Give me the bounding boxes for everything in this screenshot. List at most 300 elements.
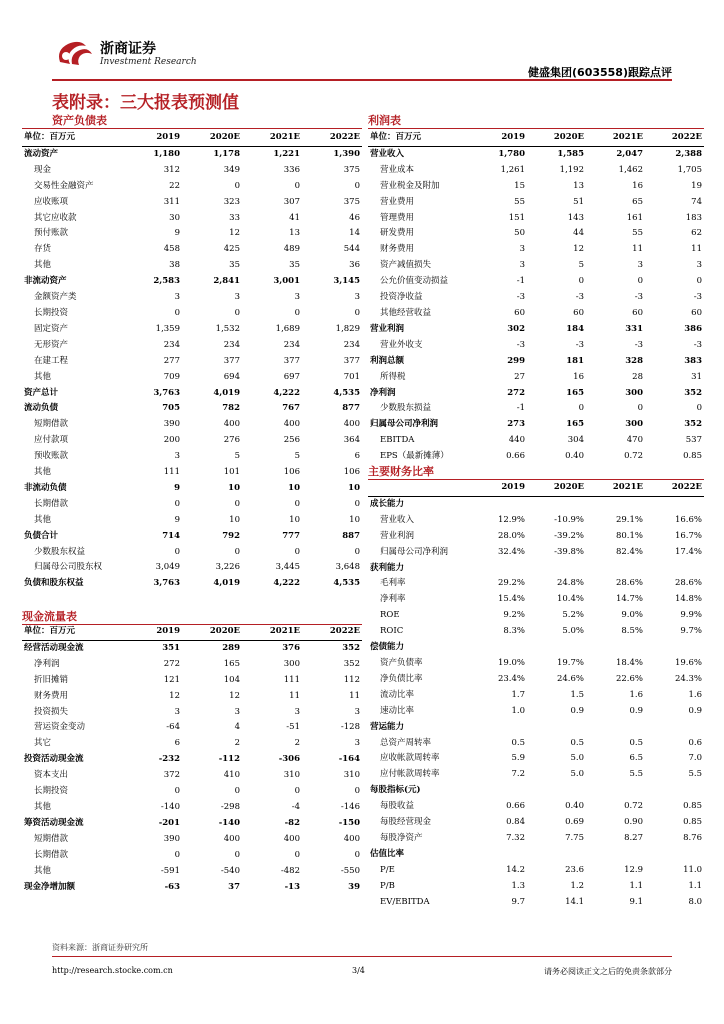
row-label: 在建工程 xyxy=(34,355,69,366)
row-label: 归属母公司净利润 xyxy=(370,419,439,430)
table-row xyxy=(368,624,704,640)
row-value: 28.0% xyxy=(497,530,525,541)
row-value: 1.6 xyxy=(688,689,702,700)
row-value: 111 xyxy=(163,467,180,478)
row-value: 3,445 xyxy=(275,562,300,573)
row-label: 净利润 xyxy=(370,387,396,398)
row-value: 11.0 xyxy=(683,864,702,875)
row-value: 4,019 xyxy=(213,387,240,398)
row-value: 151 xyxy=(508,212,525,223)
row-value: 782 xyxy=(222,403,240,414)
row-value: 0 xyxy=(354,849,360,860)
header-unit-cell xyxy=(368,480,468,496)
row-value: -128 xyxy=(340,722,360,733)
table-row xyxy=(22,274,362,290)
row-value: 377 xyxy=(283,355,300,366)
row-value: 310 xyxy=(343,770,360,781)
row-value: 377 xyxy=(223,355,240,366)
table-row xyxy=(368,433,704,449)
row-value: 10 xyxy=(229,514,240,525)
row-value: 106 xyxy=(283,467,300,478)
row-value: 0 xyxy=(234,849,240,860)
row-label: 其他 xyxy=(34,865,52,876)
row-value: 0 xyxy=(174,307,180,318)
header-year-cell: 2022E xyxy=(329,626,360,636)
row-value: 31 xyxy=(691,371,702,382)
row-value: 5.9 xyxy=(511,753,525,764)
row-value: 11 xyxy=(349,690,360,701)
row-value: 32.4% xyxy=(497,546,525,557)
row-value: 60 xyxy=(514,307,525,318)
row-value: 2 xyxy=(234,738,240,749)
row-label: 其它应收款 xyxy=(34,212,77,223)
row-label: 利润总额 xyxy=(370,355,405,366)
row-value: 16 xyxy=(632,180,643,191)
row-value: 351 xyxy=(162,642,180,653)
row-value: 161 xyxy=(626,212,643,223)
table-row xyxy=(22,560,362,576)
row-value: 1,780 xyxy=(498,148,525,159)
row-value: 1.6 xyxy=(629,689,643,700)
row-value xyxy=(645,783,704,799)
row-value: 3,145 xyxy=(333,276,360,287)
row-value: -112 xyxy=(218,754,240,765)
row-value: 0.69 xyxy=(565,817,584,828)
header-year-cell: 2020E xyxy=(209,132,240,142)
row-label: 归属母公司股东权 xyxy=(34,562,103,573)
table-row xyxy=(22,163,362,179)
table-row xyxy=(368,338,704,354)
row-value: 24.8% xyxy=(556,578,584,589)
row-value: 0 xyxy=(696,403,702,414)
row-value: 1,585 xyxy=(557,148,584,159)
row-value: 0.40 xyxy=(565,801,584,812)
row-value: 3 xyxy=(354,706,360,717)
table-row xyxy=(22,290,362,306)
table-row xyxy=(22,242,362,258)
row-value: -64 xyxy=(166,722,180,733)
row-value: 0 xyxy=(578,403,584,414)
row-value: -3 xyxy=(516,292,525,303)
row-value: 767 xyxy=(282,403,300,414)
row-value: 12 xyxy=(229,690,240,701)
row-value: 13 xyxy=(289,228,300,239)
row-value: 4,222 xyxy=(273,387,300,398)
header-unit-cell: 单位：百万元 xyxy=(24,132,76,142)
table-row xyxy=(368,736,704,752)
row-value: 13 xyxy=(573,180,584,191)
table-header-row xyxy=(22,130,362,146)
row-value: 1,390 xyxy=(333,148,360,159)
table-row xyxy=(368,242,704,258)
row-label: 获利能力 xyxy=(370,562,405,573)
row-value: 24.6% xyxy=(556,673,584,684)
row-value: 5.5 xyxy=(629,769,643,780)
row-value: 3 xyxy=(519,260,525,271)
table-row xyxy=(368,513,704,529)
row-value: 331 xyxy=(625,323,643,334)
row-value: 0 xyxy=(637,276,643,287)
row-value: 300 xyxy=(283,658,300,669)
row-value: 36 xyxy=(349,260,360,271)
table-row xyxy=(22,752,362,768)
row-label: 其它 xyxy=(34,738,52,749)
row-value: 5 xyxy=(578,260,584,271)
row-value: 39 xyxy=(348,881,360,892)
row-label: 应付款项 xyxy=(34,435,69,446)
row-value: 2,583 xyxy=(153,276,180,287)
table-row xyxy=(22,864,362,880)
row-label: 营业税金及附加 xyxy=(380,180,440,191)
table-row xyxy=(368,847,704,863)
row-value: 37 xyxy=(228,881,240,892)
table-row xyxy=(22,576,362,592)
row-value: 33 xyxy=(229,212,240,223)
row-value: 3 xyxy=(354,738,360,749)
table-row xyxy=(368,672,704,688)
row-value: 300 xyxy=(625,387,643,398)
table-row xyxy=(368,704,704,720)
row-value xyxy=(468,783,527,799)
row-value: 400 xyxy=(343,419,360,430)
row-value: 121 xyxy=(163,674,180,685)
row-value: 50 xyxy=(514,228,525,239)
row-value: 410 xyxy=(223,770,240,781)
row-label: 其他经营收益 xyxy=(380,307,432,318)
table-row xyxy=(22,195,362,211)
row-value: 1,532 xyxy=(215,323,240,334)
row-value: 184 xyxy=(566,323,584,334)
row-value xyxy=(586,561,645,577)
row-value: 0.40 xyxy=(565,451,584,462)
row-value: 1,359 xyxy=(155,323,180,334)
row-value: 12.9 xyxy=(624,864,643,875)
row-value: 23.4% xyxy=(497,673,525,684)
row-value: 310 xyxy=(283,770,300,781)
row-value: 328 xyxy=(625,355,643,366)
row-value: 4,222 xyxy=(273,578,300,589)
table-row xyxy=(22,433,362,449)
row-label: 净负债比率 xyxy=(380,673,423,684)
row-value: 0.85 xyxy=(683,817,702,828)
row-value: 307 xyxy=(283,196,300,207)
row-value: -550 xyxy=(340,865,360,876)
row-value: 14 xyxy=(349,228,360,239)
row-label: P/B xyxy=(380,880,395,891)
row-value: 22.6% xyxy=(615,673,643,684)
row-value: 0 xyxy=(294,498,300,509)
ratios-title: 主要财务比率 xyxy=(368,465,434,478)
row-value: 6.5 xyxy=(629,753,643,764)
row-value: -13 xyxy=(284,881,300,892)
balance-sheet-table xyxy=(22,130,362,592)
row-value xyxy=(586,720,645,736)
row-value: -482 xyxy=(280,865,300,876)
table-row xyxy=(22,800,362,816)
row-value: 425 xyxy=(223,244,240,255)
table-row xyxy=(368,545,704,561)
row-value: 300 xyxy=(625,419,643,430)
row-label: 其他 xyxy=(34,371,52,382)
table-row xyxy=(22,513,362,529)
table-row xyxy=(368,529,704,545)
row-value: 5.0 xyxy=(570,753,584,764)
row-value: 3,763 xyxy=(153,578,180,589)
row-value: 6 xyxy=(174,738,180,749)
row-label: 非流动负债 xyxy=(24,482,67,493)
table-row xyxy=(22,705,362,721)
footer-url: http://research.stocke.com.cn xyxy=(52,966,173,975)
row-value: 19 xyxy=(691,180,702,191)
row-value: 60 xyxy=(632,307,643,318)
row-label: 流动负债 xyxy=(24,403,59,414)
row-value: 11 xyxy=(691,244,702,255)
row-value: 0.90 xyxy=(624,817,643,828)
row-label: 应收账项 xyxy=(34,196,69,207)
row-value: 256 xyxy=(283,435,300,446)
row-label: EPS（最新摊薄） xyxy=(380,451,449,462)
row-label: 短期借款 xyxy=(34,419,69,430)
row-value: -306 xyxy=(278,754,300,765)
row-value: 1.0 xyxy=(511,705,525,716)
row-value xyxy=(645,720,704,736)
row-value: 10 xyxy=(289,514,300,525)
row-value: 364 xyxy=(343,435,360,446)
row-label: 财务费用 xyxy=(34,690,69,701)
row-value: 273 xyxy=(507,419,525,430)
row-label: 流动比率 xyxy=(380,689,415,700)
row-label: 其他 xyxy=(34,514,52,525)
source-note: 资料来源：浙商证券研究所 xyxy=(52,943,148,952)
table-row xyxy=(22,386,362,402)
row-value: 0 xyxy=(234,180,240,191)
row-value: 29.1% xyxy=(615,514,643,525)
row-value: 2,388 xyxy=(675,148,702,159)
row-value: 9.1 xyxy=(629,896,643,907)
table-row xyxy=(22,449,362,465)
row-label: 预付账款 xyxy=(34,228,69,239)
row-label: 所得税 xyxy=(380,371,406,382)
row-value: 0 xyxy=(354,180,360,191)
row-value: 0 xyxy=(696,276,702,287)
row-value: 24.3% xyxy=(674,673,702,684)
row-value xyxy=(586,847,645,863)
row-value: 165 xyxy=(566,387,584,398)
row-value: 28 xyxy=(632,371,643,382)
row-label: 每股净资产 xyxy=(380,832,423,843)
row-value: 705 xyxy=(162,403,180,414)
row-value: 12 xyxy=(229,228,240,239)
header-year-cell: 2021E xyxy=(269,132,300,142)
row-value: 1.1 xyxy=(688,880,702,891)
row-value: 0 xyxy=(174,498,180,509)
row-value: 440 xyxy=(508,435,525,446)
row-value xyxy=(527,496,586,512)
row-value: 0 xyxy=(354,546,360,557)
row-value: 792 xyxy=(222,530,240,541)
row-value: 0.6 xyxy=(688,737,702,748)
row-label: 投资净收益 xyxy=(380,292,423,303)
row-value xyxy=(527,561,586,577)
row-value: 2,841 xyxy=(213,276,240,287)
row-value: 400 xyxy=(343,833,360,844)
row-value: 352 xyxy=(342,642,360,653)
row-value: 3,648 xyxy=(335,562,360,573)
row-value: 143 xyxy=(567,212,584,223)
row-value: 9 xyxy=(174,228,180,239)
row-label: 每股指标(元) xyxy=(370,785,421,796)
row-value: 0 xyxy=(354,498,360,509)
row-value xyxy=(468,720,527,736)
row-value: -146 xyxy=(340,801,360,812)
header-year-cell: 2020E xyxy=(209,626,240,636)
table-row xyxy=(22,401,362,417)
row-label: 管理费用 xyxy=(380,212,415,223)
row-label: 营业成本 xyxy=(380,164,415,175)
row-label: 非流动资产 xyxy=(24,276,67,287)
table-row xyxy=(22,640,362,656)
row-value: 299 xyxy=(507,355,525,366)
row-value: 15 xyxy=(514,180,525,191)
table-row xyxy=(22,673,362,689)
row-value: 0 xyxy=(234,498,240,509)
header-year-cell: 2019 xyxy=(501,482,525,492)
row-value: 8.0 xyxy=(688,896,702,907)
row-value: -4 xyxy=(291,801,300,812)
row-value: 1,462 xyxy=(618,164,643,175)
row-value: 1,178 xyxy=(213,148,240,159)
footer-disclaimer: 请务必阅读正文之后的免责条款部分 xyxy=(544,967,672,976)
row-value: 104 xyxy=(223,674,240,685)
row-value: -82 xyxy=(284,817,300,828)
row-value: 400 xyxy=(223,419,240,430)
row-value: 8.27 xyxy=(624,832,643,843)
table-row xyxy=(22,481,362,497)
row-value: 0.66 xyxy=(506,801,525,812)
row-value xyxy=(468,496,527,512)
row-label: 投资损失 xyxy=(34,706,69,717)
row-value: 458 xyxy=(163,244,180,255)
row-value: 1.7 xyxy=(511,689,525,700)
row-label: 每股收益 xyxy=(380,801,415,812)
table-row xyxy=(22,784,362,800)
row-value: -1 xyxy=(516,276,525,287)
row-value: -3 xyxy=(575,339,584,350)
row-value: 3 xyxy=(234,706,240,717)
row-label: 短期借款 xyxy=(34,833,69,844)
table-row xyxy=(22,338,362,354)
row-value xyxy=(468,640,527,656)
table-row xyxy=(368,163,704,179)
table-row xyxy=(368,226,704,242)
row-label: 金额资产类 xyxy=(34,292,77,303)
table-row xyxy=(22,211,362,227)
table-row xyxy=(22,306,362,322)
row-value: 352 xyxy=(343,658,360,669)
row-value: 0 xyxy=(294,849,300,860)
table-row xyxy=(22,226,362,242)
row-value: 3 xyxy=(519,244,525,255)
row-value: 234 xyxy=(283,339,300,350)
cash-flow-table xyxy=(22,624,362,895)
row-value: 5 xyxy=(234,451,240,462)
row-value: 3 xyxy=(174,292,180,303)
row-value: -164 xyxy=(338,754,360,765)
table-row xyxy=(368,895,704,911)
row-value: 0 xyxy=(234,786,240,797)
income-statement-title: 利润表 xyxy=(368,114,401,127)
row-label: 长期借款 xyxy=(34,498,69,509)
row-value xyxy=(586,783,645,799)
row-value: -232 xyxy=(158,754,180,765)
row-value: -51 xyxy=(286,722,300,733)
row-value: 0 xyxy=(174,849,180,860)
row-label: 营业费用 xyxy=(380,196,415,207)
row-label: 应付帐款周转率 xyxy=(380,769,440,780)
row-label: 营运能力 xyxy=(370,721,405,732)
row-value: 7.0 xyxy=(688,753,702,764)
row-value: 352 xyxy=(684,387,702,398)
ratios-table xyxy=(368,480,704,910)
balance-sheet-title-rule xyxy=(22,128,362,129)
row-value: 701 xyxy=(343,371,360,382)
table-row xyxy=(368,306,704,322)
table-row xyxy=(22,832,362,848)
row-label: 成长能力 xyxy=(370,498,405,509)
row-value: 19.7% xyxy=(556,657,584,668)
row-value: 5 xyxy=(294,451,300,462)
row-value: 1,180 xyxy=(153,148,180,159)
row-value: 5.5 xyxy=(688,769,702,780)
table-row xyxy=(368,146,704,162)
row-value: 0 xyxy=(294,786,300,797)
row-value: 3 xyxy=(637,260,643,271)
row-value: 4 xyxy=(234,722,240,733)
row-value: 323 xyxy=(223,196,240,207)
table-header-row xyxy=(368,130,704,146)
table-row xyxy=(368,863,704,879)
row-value: 234 xyxy=(223,339,240,350)
row-value: 302 xyxy=(507,323,525,334)
table-row xyxy=(368,179,704,195)
footer-divider xyxy=(52,956,672,957)
row-value: 352 xyxy=(684,419,702,430)
row-value: 0.72 xyxy=(624,451,643,462)
header-unit-cell: 单位：百万元 xyxy=(370,132,422,142)
row-value: 489 xyxy=(283,244,300,255)
row-value: 9.7% xyxy=(680,626,702,637)
row-value: 544 xyxy=(343,244,360,255)
table-row xyxy=(22,768,362,784)
row-label: 现金 xyxy=(34,164,52,175)
row-value: 0.9 xyxy=(688,705,702,716)
appendix-title: 表附录：三大报表预测值 xyxy=(52,93,239,113)
row-value: 376 xyxy=(282,642,300,653)
row-value: 62 xyxy=(691,228,702,239)
row-label: 其他 xyxy=(34,801,52,812)
row-value: 390 xyxy=(163,419,180,430)
table-row xyxy=(22,848,362,864)
row-value: 697 xyxy=(283,371,300,382)
table-row xyxy=(368,767,704,783)
row-value: 9.0% xyxy=(621,610,643,621)
row-value: 3 xyxy=(294,292,300,303)
row-label: 其他 xyxy=(34,260,52,271)
table-row xyxy=(22,370,362,386)
row-value: 181 xyxy=(566,355,584,366)
row-value: 272 xyxy=(507,387,525,398)
table-row xyxy=(22,545,362,561)
